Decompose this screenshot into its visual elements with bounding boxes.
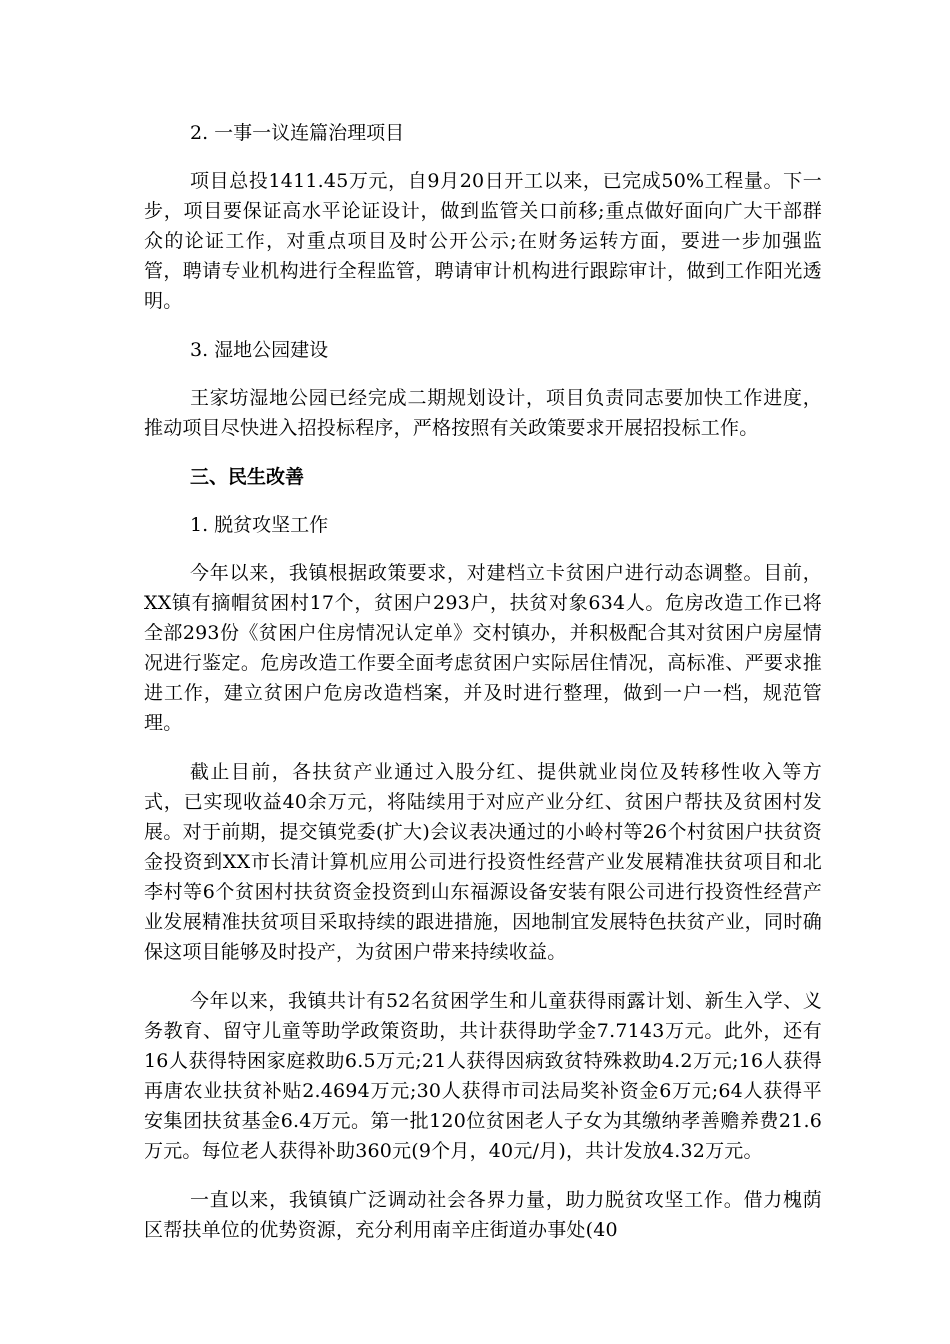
paragraph-social-forces: 一直以来，我镇镇广泛调动社会各界力量，助力脱贫攻坚工作。借力槐荫区帮扶单位的优势资源，充分利用南辛庄街道办事处(40 — [144, 1189, 822, 1241]
paragraph-student-aid: 今年以来，我镇共计有52名贫困学生和儿童获得雨露计划、新生入学、义务教育、留守儿童等助学政策资助，共计获得助学金7.7143万元。此外，还有16人获得特困家庭救助6.5万元;21人获得因病致贫特殊救助4.2万元;16人获得再唐农业扶贫补贴2.4694万元;30人获得市司法局奖补资金6万元;64人获得平安集团扶贫基金6.4万元。第一批120位贫困老人子女为其缴纳孝善赡养费21.6万元。每位老人获得补助360元(9个月，40元/月)，共计发放4.32万元。 — [144, 990, 822, 1162]
paragraph-industry-income: 截止目前，各扶贫产业通过入股分红、提供就业岗位及转移性收入等方式，已实现收益40余万元，将陆续用于对应产业分红、贫困户帮扶及贫困村发展。对于前期，提交镇党委(扩大)会议表决通过的小岭村等26个村贫困户扶贫资金投资到XX市长清计算机应用公司进行投资性经营产业发展精准扶贫项目和北李村等6个贫困村扶贫资金投资到山东福源设备安装有限公司进行投资性经营产业发展精准扶贫项目采取持续的跟进措施，因地制宜发展特色扶贫产业，同时确保这项目能够及时投产，为贫困户带来持续收益。 — [144, 761, 822, 963]
subheading-project-governance: 2. 一事一议连篇治理项目 — [190, 122, 405, 144]
document-page — [144, 118, 822, 1264]
paragraph-project-investment: 项目总投1411.45万元，自9月20日开工以来，已完成50%工程量。下一步，项目要保证高水平论证设计，做到监管关口前移;重点做好面向广大干部群众的论证工作，对重点项目及时公开公示;在财务运转方面，要进一步加强监管，聘请专业机构进行全程监管，聘请审计机构进行跟踪审计，做到工作阳光透明。 — [144, 170, 822, 312]
section-title-livelihood: 三、民生改善 — [190, 466, 305, 488]
paragraph-poverty-adjustment: 今年以来，我镇根据政策要求，对建档立卡贫困户进行动态调整。目前，XX镇有摘帽贫困村17个，贫困户293户，扶贫对象634人。危房改造工作已将全部293份《贫困户住房情况认定单》交村镇办，并积极配合其对贫困户房屋情况进行鉴定。危房改造工作要全面考虑贫困户实际居住情况，高标准、严要求推进工作，建立贫困户危房改造档案，并及时进行整理，做到一户一档，规范管理。 — [144, 562, 822, 734]
paragraph-wetland-park: 王家坊湿地公园已经完成二期规划设计，项目负责同志要加快工作进度，推动项目尽快进入招投标程序，严格按照有关政策要求开展招投标工作。 — [144, 387, 822, 439]
subheading-poverty-alleviation: 1. 脱贫攻坚工作 — [190, 514, 329, 536]
subheading-wetland-park: 3. 湿地公园建设 — [190, 339, 329, 361]
